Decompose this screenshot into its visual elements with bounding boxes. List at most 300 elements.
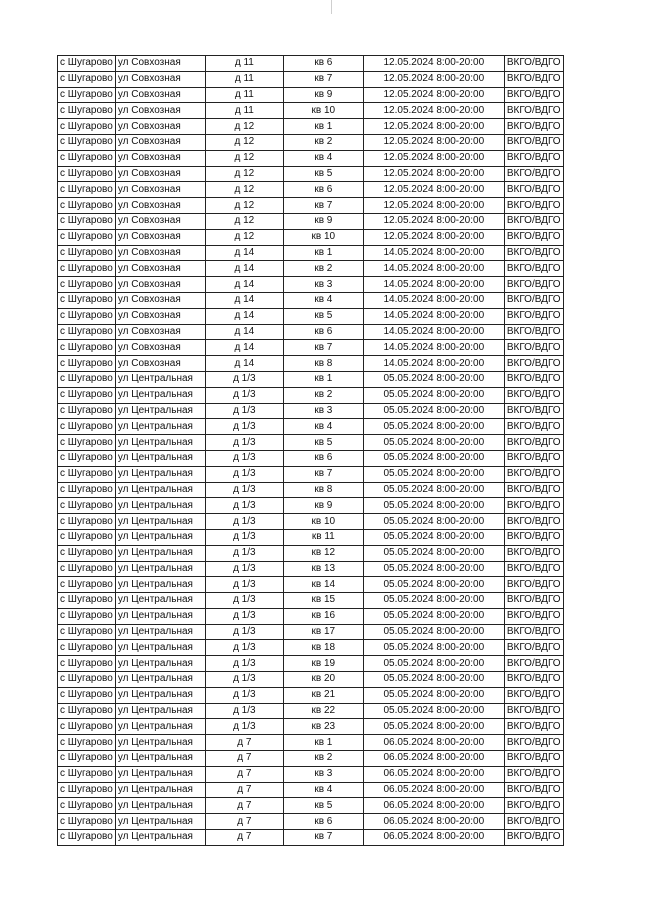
- table-row: [58, 229, 564, 245]
- street-cell: ул Центральная: [115, 529, 205, 545]
- street-cell: ул Центральная: [115, 514, 205, 530]
- village-cell: с Шугарово: [58, 324, 116, 340]
- visit-datetime-cell: 14.05.2024 8:00-20:00: [363, 277, 504, 293]
- village-cell: с Шугарово: [58, 387, 116, 403]
- house-number-cell: д 11: [205, 87, 283, 103]
- apartment-number-cell: кв 9: [283, 498, 363, 514]
- apartment-number-cell: кв 4: [283, 419, 363, 435]
- service-type-cell: ВКГО/ВДГО: [504, 419, 563, 435]
- visit-datetime-cell: 05.05.2024 8:00-20:00: [363, 371, 504, 387]
- visit-datetime-cell: 14.05.2024 8:00-20:00: [363, 292, 504, 308]
- table-row: [58, 798, 564, 814]
- service-type-cell: ВКГО/ВДГО: [504, 182, 563, 198]
- visit-datetime-cell: 06.05.2024 8:00-20:00: [363, 782, 504, 798]
- service-type-cell: ВКГО/ВДГО: [504, 514, 563, 530]
- table-row: [58, 656, 564, 672]
- visit-datetime-cell: 05.05.2024 8:00-20:00: [363, 656, 504, 672]
- visit-datetime-cell: 05.05.2024 8:00-20:00: [363, 435, 504, 451]
- apartment-number-cell: кв 11: [283, 529, 363, 545]
- house-number-cell: д 14: [205, 356, 283, 372]
- village-cell: с Шугарово: [58, 419, 116, 435]
- service-type-cell: ВКГО/ВДГО: [504, 87, 563, 103]
- visit-datetime-cell: 14.05.2024 8:00-20:00: [363, 356, 504, 372]
- table-row: [58, 340, 564, 356]
- table-row: [58, 103, 564, 119]
- service-type-cell: ВКГО/ВДГО: [504, 103, 563, 119]
- table-row: [58, 419, 564, 435]
- village-cell: с Шугарово: [58, 87, 116, 103]
- apartment-number-cell: кв 17: [283, 624, 363, 640]
- street-cell: ул Центральная: [115, 593, 205, 609]
- service-type-cell: ВКГО/ВДГО: [504, 466, 563, 482]
- village-cell: с Шугарово: [58, 261, 116, 277]
- house-number-cell: д 7: [205, 782, 283, 798]
- service-type-cell: ВКГО/ВДГО: [504, 719, 563, 735]
- street-cell: ул Центральная: [115, 387, 205, 403]
- street-cell: ул Совхозная: [115, 198, 205, 214]
- table-row: [58, 830, 564, 846]
- street-cell: ул Совхозная: [115, 245, 205, 261]
- street-cell: ул Центральная: [115, 640, 205, 656]
- street-cell: ул Совхозная: [115, 134, 205, 150]
- house-number-cell: д 7: [205, 766, 283, 782]
- street-cell: ул Совхозная: [115, 56, 205, 72]
- village-cell: с Шугарово: [58, 134, 116, 150]
- schedule-table-body: [58, 56, 564, 846]
- table-row: [58, 498, 564, 514]
- village-cell: с Шугарово: [58, 166, 116, 182]
- visit-datetime-cell: 05.05.2024 8:00-20:00: [363, 529, 504, 545]
- house-number-cell: д 1/3: [205, 435, 283, 451]
- visit-datetime-cell: 05.05.2024 8:00-20:00: [363, 703, 504, 719]
- house-number-cell: д 7: [205, 814, 283, 830]
- village-cell: с Шугарово: [58, 593, 116, 609]
- house-number-cell: д 14: [205, 324, 283, 340]
- village-cell: с Шугарово: [58, 703, 116, 719]
- service-type-cell: ВКГО/ВДГО: [504, 435, 563, 451]
- visit-datetime-cell: 06.05.2024 8:00-20:00: [363, 751, 504, 767]
- service-type-cell: ВКГО/ВДГО: [504, 150, 563, 166]
- apartment-number-cell: кв 1: [283, 119, 363, 135]
- street-cell: ул Совхозная: [115, 71, 205, 87]
- visit-datetime-cell: 05.05.2024 8:00-20:00: [363, 387, 504, 403]
- street-cell: ул Центральная: [115, 545, 205, 561]
- village-cell: с Шугарово: [58, 482, 116, 498]
- street-cell: ул Центральная: [115, 608, 205, 624]
- house-number-cell: д 12: [205, 119, 283, 135]
- village-cell: с Шугарово: [58, 735, 116, 751]
- village-cell: с Шугарово: [58, 672, 116, 688]
- house-number-cell: д 1/3: [205, 640, 283, 656]
- visit-datetime-cell: 12.05.2024 8:00-20:00: [363, 166, 504, 182]
- apartment-number-cell: кв 12: [283, 545, 363, 561]
- service-type-cell: ВКГО/ВДГО: [504, 624, 563, 640]
- house-number-cell: д 1/3: [205, 593, 283, 609]
- visit-datetime-cell: 06.05.2024 8:00-20:00: [363, 766, 504, 782]
- village-cell: с Шугарово: [58, 56, 116, 72]
- visit-datetime-cell: 05.05.2024 8:00-20:00: [363, 419, 504, 435]
- apartment-number-cell: кв 23: [283, 719, 363, 735]
- street-cell: ул Совхозная: [115, 229, 205, 245]
- house-number-cell: д 14: [205, 277, 283, 293]
- village-cell: с Шугарово: [58, 356, 116, 372]
- village-cell: с Шугарово: [58, 403, 116, 419]
- village-cell: с Шугарово: [58, 277, 116, 293]
- visit-datetime-cell: 05.05.2024 8:00-20:00: [363, 640, 504, 656]
- table-row: [58, 735, 564, 751]
- village-cell: с Шугарово: [58, 624, 116, 640]
- service-type-cell: ВКГО/ВДГО: [504, 56, 563, 72]
- street-cell: ул Совхозная: [115, 87, 205, 103]
- apartment-number-cell: кв 10: [283, 103, 363, 119]
- village-cell: с Шугарово: [58, 213, 116, 229]
- apartment-number-cell: кв 4: [283, 150, 363, 166]
- service-type-cell: ВКГО/ВДГО: [504, 387, 563, 403]
- apartment-number-cell: кв 2: [283, 134, 363, 150]
- village-cell: с Шугарово: [58, 577, 116, 593]
- service-type-cell: ВКГО/ВДГО: [504, 371, 563, 387]
- visit-datetime-cell: 06.05.2024 8:00-20:00: [363, 830, 504, 846]
- village-cell: с Шугарово: [58, 751, 116, 767]
- street-cell: ул Совхозная: [115, 182, 205, 198]
- inspection-schedule-table: [57, 55, 564, 846]
- table-row: [58, 751, 564, 767]
- street-cell: ул Центральная: [115, 656, 205, 672]
- street-cell: ул Центральная: [115, 419, 205, 435]
- table-row: [58, 356, 564, 372]
- apartment-number-cell: кв 13: [283, 561, 363, 577]
- street-cell: ул Центральная: [115, 719, 205, 735]
- service-type-cell: ВКГО/ВДГО: [504, 134, 563, 150]
- service-type-cell: ВКГО/ВДГО: [504, 656, 563, 672]
- village-cell: с Шугарово: [58, 450, 116, 466]
- visit-datetime-cell: 12.05.2024 8:00-20:00: [363, 182, 504, 198]
- service-type-cell: ВКГО/ВДГО: [504, 672, 563, 688]
- house-number-cell: д 14: [205, 261, 283, 277]
- house-number-cell: д 1/3: [205, 656, 283, 672]
- apartment-number-cell: кв 20: [283, 672, 363, 688]
- village-cell: с Шугарово: [58, 782, 116, 798]
- service-type-cell: ВКГО/ВДГО: [504, 608, 563, 624]
- table-row: [58, 87, 564, 103]
- village-cell: с Шугарово: [58, 798, 116, 814]
- service-type-cell: ВКГО/ВДГО: [504, 403, 563, 419]
- visit-datetime-cell: 05.05.2024 8:00-20:00: [363, 514, 504, 530]
- village-cell: с Шугарово: [58, 545, 116, 561]
- street-cell: ул Совхозная: [115, 340, 205, 356]
- village-cell: с Шугарово: [58, 498, 116, 514]
- visit-datetime-cell: 12.05.2024 8:00-20:00: [363, 87, 504, 103]
- table-row: [58, 624, 564, 640]
- apartment-number-cell: кв 1: [283, 245, 363, 261]
- apartment-number-cell: кв 2: [283, 261, 363, 277]
- visit-datetime-cell: 05.05.2024 8:00-20:00: [363, 561, 504, 577]
- street-cell: ул Совхозная: [115, 261, 205, 277]
- house-number-cell: д 7: [205, 830, 283, 846]
- table-row: [58, 640, 564, 656]
- table-row: [58, 182, 564, 198]
- table-row: [58, 814, 564, 830]
- service-type-cell: ВКГО/ВДГО: [504, 324, 563, 340]
- village-cell: с Шугарово: [58, 198, 116, 214]
- apartment-number-cell: кв 1: [283, 735, 363, 751]
- village-cell: с Шугарово: [58, 308, 116, 324]
- table-row: [58, 150, 564, 166]
- service-type-cell: ВКГО/ВДГО: [504, 198, 563, 214]
- service-type-cell: ВКГО/ВДГО: [504, 340, 563, 356]
- scan-divider-line: [331, 0, 332, 14]
- house-number-cell: д 1/3: [205, 466, 283, 482]
- apartment-number-cell: кв 19: [283, 656, 363, 672]
- village-cell: с Шугарово: [58, 182, 116, 198]
- table-row: [58, 403, 564, 419]
- visit-datetime-cell: 05.05.2024 8:00-20:00: [363, 593, 504, 609]
- apartment-number-cell: кв 7: [283, 198, 363, 214]
- house-number-cell: д 12: [205, 213, 283, 229]
- service-type-cell: ВКГО/ВДГО: [504, 577, 563, 593]
- apartment-number-cell: кв 5: [283, 166, 363, 182]
- apartment-number-cell: кв 9: [283, 87, 363, 103]
- house-number-cell: д 1/3: [205, 577, 283, 593]
- street-cell: ул Центральная: [115, 830, 205, 846]
- table-row: [58, 371, 564, 387]
- apartment-number-cell: кв 4: [283, 782, 363, 798]
- table-row: [58, 450, 564, 466]
- house-number-cell: д 12: [205, 134, 283, 150]
- table-row: [58, 703, 564, 719]
- house-number-cell: д 12: [205, 182, 283, 198]
- service-type-cell: ВКГО/ВДГО: [504, 703, 563, 719]
- village-cell: с Шугарово: [58, 830, 116, 846]
- table-row: [58, 56, 564, 72]
- street-cell: ул Совхозная: [115, 292, 205, 308]
- house-number-cell: д 7: [205, 735, 283, 751]
- table-row: [58, 766, 564, 782]
- visit-datetime-cell: 14.05.2024 8:00-20:00: [363, 308, 504, 324]
- visit-datetime-cell: 05.05.2024 8:00-20:00: [363, 608, 504, 624]
- street-cell: ул Центральная: [115, 482, 205, 498]
- street-cell: ул Центральная: [115, 561, 205, 577]
- visit-datetime-cell: 14.05.2024 8:00-20:00: [363, 245, 504, 261]
- service-type-cell: ВКГО/ВДГО: [504, 71, 563, 87]
- table-row: [58, 277, 564, 293]
- service-type-cell: ВКГО/ВДГО: [504, 229, 563, 245]
- apartment-number-cell: кв 7: [283, 340, 363, 356]
- street-cell: ул Совхозная: [115, 103, 205, 119]
- table-row: [58, 593, 564, 609]
- service-type-cell: ВКГО/ВДГО: [504, 735, 563, 751]
- street-cell: ул Совхозная: [115, 150, 205, 166]
- village-cell: с Шугарово: [58, 229, 116, 245]
- table-row: [58, 719, 564, 735]
- apartment-number-cell: кв 3: [283, 766, 363, 782]
- village-cell: с Шугарово: [58, 371, 116, 387]
- house-number-cell: д 11: [205, 56, 283, 72]
- visit-datetime-cell: 14.05.2024 8:00-20:00: [363, 324, 504, 340]
- street-cell: ул Центральная: [115, 687, 205, 703]
- house-number-cell: д 14: [205, 292, 283, 308]
- visit-datetime-cell: 05.05.2024 8:00-20:00: [363, 403, 504, 419]
- table-row: [58, 435, 564, 451]
- apartment-number-cell: кв 7: [283, 466, 363, 482]
- table-row: [58, 561, 564, 577]
- apartment-number-cell: кв 6: [283, 182, 363, 198]
- village-cell: с Шугарово: [58, 529, 116, 545]
- visit-datetime-cell: 12.05.2024 8:00-20:00: [363, 150, 504, 166]
- street-cell: ул Центральная: [115, 577, 205, 593]
- apartment-number-cell: кв 8: [283, 482, 363, 498]
- apartment-number-cell: кв 6: [283, 56, 363, 72]
- service-type-cell: ВКГО/ВДГО: [504, 261, 563, 277]
- house-number-cell: д 11: [205, 103, 283, 119]
- visit-datetime-cell: 14.05.2024 8:00-20:00: [363, 340, 504, 356]
- house-number-cell: д 12: [205, 150, 283, 166]
- visit-datetime-cell: 06.05.2024 8:00-20:00: [363, 814, 504, 830]
- street-cell: ул Совхозная: [115, 119, 205, 135]
- service-type-cell: ВКГО/ВДГО: [504, 213, 563, 229]
- street-cell: ул Центральная: [115, 435, 205, 451]
- house-number-cell: д 1/3: [205, 403, 283, 419]
- table-row: [58, 308, 564, 324]
- apartment-number-cell: кв 3: [283, 403, 363, 419]
- service-type-cell: ВКГО/ВДГО: [504, 798, 563, 814]
- service-type-cell: ВКГО/ВДГО: [504, 308, 563, 324]
- house-number-cell: д 1/3: [205, 529, 283, 545]
- service-type-cell: ВКГО/ВДГО: [504, 119, 563, 135]
- street-cell: ул Центральная: [115, 814, 205, 830]
- service-type-cell: ВКГО/ВДГО: [504, 529, 563, 545]
- visit-datetime-cell: 05.05.2024 8:00-20:00: [363, 482, 504, 498]
- visit-datetime-cell: 06.05.2024 8:00-20:00: [363, 735, 504, 751]
- house-number-cell: д 14: [205, 308, 283, 324]
- village-cell: с Шугарово: [58, 150, 116, 166]
- house-number-cell: д 1/3: [205, 687, 283, 703]
- street-cell: ул Совхозная: [115, 213, 205, 229]
- table-row: [58, 782, 564, 798]
- apartment-number-cell: кв 22: [283, 703, 363, 719]
- table-row: [58, 466, 564, 482]
- house-number-cell: д 1/3: [205, 545, 283, 561]
- service-type-cell: ВКГО/ВДГО: [504, 482, 563, 498]
- apartment-number-cell: кв 6: [283, 814, 363, 830]
- service-type-cell: ВКГО/ВДГО: [504, 751, 563, 767]
- apartment-number-cell: кв 14: [283, 577, 363, 593]
- table-row: [58, 482, 564, 498]
- service-type-cell: ВКГО/ВДГО: [504, 245, 563, 261]
- service-type-cell: ВКГО/ВДГО: [504, 356, 563, 372]
- village-cell: с Шугарово: [58, 608, 116, 624]
- table-row: [58, 261, 564, 277]
- house-number-cell: д 1/3: [205, 672, 283, 688]
- service-type-cell: ВКГО/ВДГО: [504, 166, 563, 182]
- table-row: [58, 324, 564, 340]
- village-cell: с Шугарово: [58, 71, 116, 87]
- street-cell: ул Центральная: [115, 403, 205, 419]
- village-cell: с Шугарово: [58, 340, 116, 356]
- apartment-number-cell: кв 21: [283, 687, 363, 703]
- visit-datetime-cell: 12.05.2024 8:00-20:00: [363, 213, 504, 229]
- apartment-number-cell: кв 15: [283, 593, 363, 609]
- table-row: [58, 608, 564, 624]
- apartment-number-cell: кв 2: [283, 751, 363, 767]
- visit-datetime-cell: 05.05.2024 8:00-20:00: [363, 577, 504, 593]
- village-cell: с Шугарово: [58, 466, 116, 482]
- house-number-cell: д 7: [205, 751, 283, 767]
- street-cell: ул Центральная: [115, 735, 205, 751]
- village-cell: с Шугарово: [58, 119, 116, 135]
- apartment-number-cell: кв 16: [283, 608, 363, 624]
- visit-datetime-cell: 05.05.2024 8:00-20:00: [363, 466, 504, 482]
- house-number-cell: д 14: [205, 340, 283, 356]
- table-row: [58, 245, 564, 261]
- house-number-cell: д 1/3: [205, 608, 283, 624]
- house-number-cell: д 1/3: [205, 514, 283, 530]
- apartment-number-cell: кв 7: [283, 71, 363, 87]
- village-cell: с Шугарово: [58, 292, 116, 308]
- street-cell: ул Совхозная: [115, 308, 205, 324]
- street-cell: ул Центральная: [115, 798, 205, 814]
- house-number-cell: д 1/3: [205, 450, 283, 466]
- street-cell: ул Совхозная: [115, 277, 205, 293]
- service-type-cell: ВКГО/ВДГО: [504, 640, 563, 656]
- table-row: [58, 387, 564, 403]
- visit-datetime-cell: 05.05.2024 8:00-20:00: [363, 545, 504, 561]
- village-cell: с Шугарово: [58, 656, 116, 672]
- street-cell: ул Совхозная: [115, 324, 205, 340]
- apartment-number-cell: кв 1: [283, 371, 363, 387]
- house-number-cell: д 1/3: [205, 703, 283, 719]
- service-type-cell: ВКГО/ВДГО: [504, 450, 563, 466]
- village-cell: с Шугарово: [58, 719, 116, 735]
- table-row: [58, 545, 564, 561]
- table-row: [58, 514, 564, 530]
- village-cell: с Шугарово: [58, 561, 116, 577]
- visit-datetime-cell: 05.05.2024 8:00-20:00: [363, 498, 504, 514]
- table-row: [58, 198, 564, 214]
- apartment-number-cell: кв 10: [283, 229, 363, 245]
- street-cell: ул Центральная: [115, 624, 205, 640]
- table-row: [58, 213, 564, 229]
- apartment-number-cell: кв 10: [283, 514, 363, 530]
- apartment-number-cell: кв 6: [283, 324, 363, 340]
- apartment-number-cell: кв 3: [283, 277, 363, 293]
- service-type-cell: ВКГО/ВДГО: [504, 687, 563, 703]
- house-number-cell: д 12: [205, 166, 283, 182]
- village-cell: с Шугарово: [58, 687, 116, 703]
- visit-datetime-cell: 12.05.2024 8:00-20:00: [363, 229, 504, 245]
- visit-datetime-cell: 14.05.2024 8:00-20:00: [363, 261, 504, 277]
- service-type-cell: ВКГО/ВДГО: [504, 766, 563, 782]
- table-row: [58, 529, 564, 545]
- apartment-number-cell: кв 9: [283, 213, 363, 229]
- visit-datetime-cell: 05.05.2024 8:00-20:00: [363, 624, 504, 640]
- visit-datetime-cell: 12.05.2024 8:00-20:00: [363, 198, 504, 214]
- house-number-cell: д 1/3: [205, 624, 283, 640]
- visit-datetime-cell: 12.05.2024 8:00-20:00: [363, 134, 504, 150]
- house-number-cell: д 11: [205, 71, 283, 87]
- service-type-cell: ВКГО/ВДГО: [504, 292, 563, 308]
- house-number-cell: д 7: [205, 798, 283, 814]
- service-type-cell: ВКГО/ВДГО: [504, 277, 563, 293]
- service-type-cell: ВКГО/ВДГО: [504, 593, 563, 609]
- table-row: [58, 687, 564, 703]
- apartment-number-cell: кв 7: [283, 830, 363, 846]
- house-number-cell: д 1/3: [205, 719, 283, 735]
- visit-datetime-cell: 12.05.2024 8:00-20:00: [363, 71, 504, 87]
- service-type-cell: ВКГО/ВДГО: [504, 561, 563, 577]
- house-number-cell: д 1/3: [205, 387, 283, 403]
- house-number-cell: д 12: [205, 229, 283, 245]
